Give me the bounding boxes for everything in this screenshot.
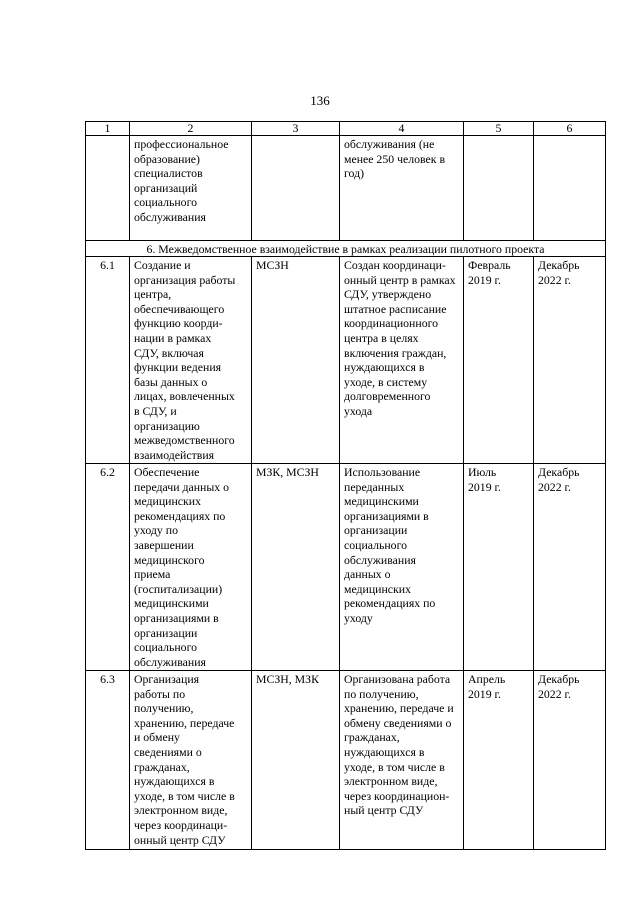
- section-title: 6. Межведомственное взаимодействие в рамках реализации пилотного проекта: [86, 241, 606, 257]
- start-date-cell: Июль 2019 г.: [464, 464, 534, 671]
- row-number: 6.3: [86, 671, 130, 850]
- end-date-cell: Декабрь 2022 г.: [534, 671, 606, 850]
- executor-cell: МСЗН, МЗК: [252, 671, 340, 850]
- result-cell: Создан координаци- онный центр в рамках СДУ, утверждено штатное расписание координационного центра в целях включения граждан, нуждающихся в уходе, в систему долговременного ухода: [340, 257, 464, 464]
- end-date-cell: [534, 136, 606, 241]
- end-date-cell: Декабрь 2022 г.: [534, 464, 606, 671]
- header-row: [86, 122, 606, 136]
- plan-table: [85, 121, 606, 850]
- task-cell: Создание и организация работы центра, обеспечивающего функцию коорди- нации в рамках СДУ, включая функции ведения базы данных о лицах, вовлеченных в СДУ, и организацию межведомственного взаимодействия: [130, 257, 252, 464]
- result-cell: Организована работа по получению, хранению, передаче и обмену сведениями о гражданах, нуждающихся в уходе, в том числе в электронном виде, через координацион- ный центр СДУ: [340, 671, 464, 850]
- header-cell-5: 5: [464, 122, 534, 136]
- header-cell-3: 3: [252, 122, 340, 136]
- header-cell-1: 1: [86, 122, 130, 136]
- task-cell: Организация работы по получению, хранению, передаче и обмену сведениями о гражданах, нуждающихся в уходе, в том числе в электронном виде, через координаци- онный центр СДУ: [130, 671, 252, 850]
- start-date-cell: Февраль 2019 г.: [464, 257, 534, 464]
- executor-cell: МСЗН: [252, 257, 340, 464]
- table-row: [86, 464, 606, 671]
- result-cell: обслуживания (не менее 250 человек в год): [340, 136, 464, 241]
- page-number: 136: [310, 93, 330, 108]
- row-number: [86, 136, 130, 241]
- end-date-cell: Декабрь 2022 г.: [534, 257, 606, 464]
- row-number: 6.2: [86, 464, 130, 671]
- task-cell: профессиональное образование) специалистов организаций социального обслуживания: [130, 136, 252, 241]
- executor-cell: МЗК, МСЗН: [252, 464, 340, 671]
- table-row: [86, 136, 606, 241]
- table-row: [86, 671, 606, 850]
- task-cell: Обеспечение передачи данных о медицинских рекомендациях по уходу по завершении медицинского приема (госпитализации) медицинскими организациями в организации социального обслуживания: [130, 464, 252, 671]
- row-number: 6.1: [86, 257, 130, 464]
- executor-cell: [252, 136, 340, 241]
- table-row: [86, 257, 606, 464]
- section-row: [86, 241, 606, 257]
- header-cell-6: 6: [534, 122, 606, 136]
- header-cell-2: 2: [130, 122, 252, 136]
- result-cell: Использование переданных медицинскими организациями в организации социального обслуживания данных о медицинских рекомендациях по уходу: [340, 464, 464, 671]
- header-cell-4: 4: [340, 122, 464, 136]
- start-date-cell: [464, 136, 534, 241]
- start-date-cell: Апрель 2019 г.: [464, 671, 534, 850]
